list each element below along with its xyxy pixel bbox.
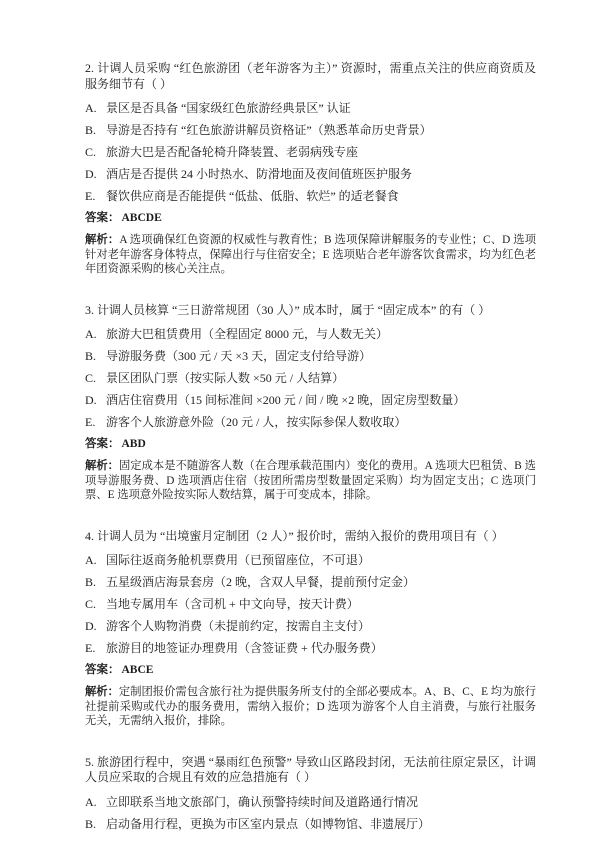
question-3-analysis: [85, 459, 536, 503]
option-text: 旅游大巴租赁费用（全程固定 8000 元，与人数无关）: [106, 327, 389, 341]
option-text: 酒店住宿费用（15 间标准间 ×200 元 / 间 / 晚 ×2 晚，固定房型数量）: [106, 393, 466, 407]
analysis-text: 定制团报价需包含旅行社为提供服务所支付的全部必要成本。A、B、C、E 均为旅行社提前采购或代办的服务费用，需纳入报价；D 选项为游客个人自主消费，与旅行社服务无关，无需纳入报价，排除。: [85, 686, 536, 727]
question-5-option-a: [85, 795, 536, 811]
option-letter: A.: [85, 327, 97, 341]
question-3-option-d: [85, 393, 536, 409]
option-letter: A.: [85, 553, 97, 567]
question-3-option-a: [85, 327, 536, 343]
question-3-option-c: [85, 371, 536, 387]
question-4-option-b: [85, 575, 536, 591]
option-letter: E.: [85, 189, 96, 203]
option-letter: E.: [85, 641, 96, 655]
question-2-option-b: [85, 123, 536, 139]
option-letter: C.: [85, 145, 97, 159]
question-4-answer-line: [85, 663, 536, 678]
option-letter: D.: [85, 167, 97, 181]
question-4-analysis: [85, 685, 536, 729]
analysis-text: 固定成本是不随游客人数（在合理承载范围内）变化的费用。A 选项大巴租赁、B 选项导游服务费、D 选项酒店住宿（按团所需房型数量固定采购）均为固定支出；C 选项门票、E 选项意外险按实际人数结算，属于可变成本，排除。: [85, 460, 536, 501]
question-4-option-c: [85, 597, 536, 613]
question-2-block: [85, 61, 536, 277]
question-2-option-e: [85, 189, 536, 205]
option-text: 景区是否具备 “国家级红色旅游经典景区” 认证: [106, 101, 351, 115]
option-letter: D.: [85, 619, 97, 633]
option-text: 当地专属用车（含司机 + 中文向导，按天计费）: [106, 597, 359, 611]
answer-value: ABD: [121, 438, 146, 450]
option-letter: B.: [85, 349, 97, 363]
option-text: 游客个人旅游意外险（20 元 / 人，按实际参保人数收取）: [106, 415, 407, 429]
option-letter: E.: [85, 415, 96, 429]
option-text: 立即联系当地文旅部门，确认预警持续时间及道路通行情况: [106, 794, 419, 809]
question-5-block: [85, 755, 536, 833]
question-2-option-c: [85, 145, 536, 161]
option-text: 导游服务费（300 元 / 天 ×3 天，固定支付给导游）: [106, 349, 372, 363]
option-text: 游客个人购物消费（未提前约定，按需自主支付）: [106, 619, 371, 633]
question-3-stem: 3. 计调人员核算 “三日游常规团（30 人）” 成本时，属于 “固定成本” 的有（ ）: [85, 302, 491, 317]
option-text: 景区团队门票（按实际人数 ×50 元 / 人结算）: [106, 371, 345, 385]
question-3-option-b: [85, 349, 536, 365]
question-4-option-e: [85, 641, 536, 657]
question-2-stem: 2. 计调人员采购 “红色旅游团（老年游客为主）” 资源时，需重点关注的供应商资质及服务细节有（ ）: [85, 61, 536, 91]
analysis-label: 解析：: [85, 460, 119, 472]
option-letter: B.: [85, 816, 97, 831]
option-text: 五星级酒店海景套房（2 晚，含双人早餐，提前预付定金）: [106, 575, 416, 589]
answer-label: 答案：: [85, 438, 120, 450]
option-letter: C.: [85, 597, 97, 611]
option-letter: A.: [85, 101, 97, 115]
answer-value: ABCDE: [121, 212, 162, 224]
analysis-label: 解析：: [85, 234, 120, 246]
option-text: 导游是否持有 “红色旅游讲解员资格证”（熟悉革命历史背景）: [106, 123, 432, 137]
analysis-label: 解析：: [85, 686, 119, 698]
option-letter: D.: [85, 393, 97, 407]
question-4-block: [85, 529, 536, 729]
question-2-option-a: [85, 101, 536, 117]
question-4-stem: 4. 计调人员为 “出境蜜月定制团（2 人）” 报价时，需纳入报价的费用项目有（ ）: [85, 528, 504, 543]
option-letter: A.: [85, 794, 97, 809]
option-text: 旅游目的地签证办理费用（含签证费 + 代办服务费）: [106, 641, 383, 655]
option-text: 国际往返商务舱机票费用（已预留座位，不可退）: [106, 553, 371, 567]
option-letter: C.: [85, 371, 97, 385]
option-text: 餐饮供应商是否能提供 “低盐、低脂、软烂” 的适老餐食: [106, 189, 399, 203]
analysis-text: A 选项确保红色资源的权威性与教育性；B 选项保障讲解服务的专业性；C、D 选项针对老年游客身体特点，保障出行与住宿安全；E 选项贴合老年游客饮食需求，均为红色老年团资源采购的核心关注点。: [85, 234, 536, 275]
question-5-option-b: [85, 817, 536, 833]
option-text: 启动备用行程，更换为市区室内景点（如博物馆、非遗展厅）: [106, 816, 431, 831]
question-3-block: [85, 303, 536, 503]
question-3-answer-line: [85, 437, 536, 452]
question-2-analysis: [85, 233, 536, 277]
question-2-option-d: [85, 167, 536, 183]
option-text: 旅游大巴是否配备轮椅升降装置、老弱病残专座: [106, 145, 359, 159]
answer-value: ABCE: [121, 664, 154, 676]
question-2-answer-line: [85, 211, 536, 226]
question-3-option-e: [85, 415, 536, 431]
question-4-option-a: [85, 553, 536, 569]
option-text: 酒店是否提供 24 小时热水、防滑地面及夜间值班医护服务: [106, 167, 413, 181]
option-letter: B.: [85, 123, 97, 137]
question-4-option-d: [85, 619, 536, 635]
answer-label: 答案：: [85, 212, 120, 224]
answer-label: 答案：: [85, 664, 120, 676]
option-letter: B.: [85, 575, 97, 589]
question-5-stem: 5. 旅游团行程中，突遇 “暴雨红色预警” 导致山区路段封闭，无法前往原定景区，计调人员应采取的合规且有效的应急措施有（ ）: [85, 754, 536, 784]
